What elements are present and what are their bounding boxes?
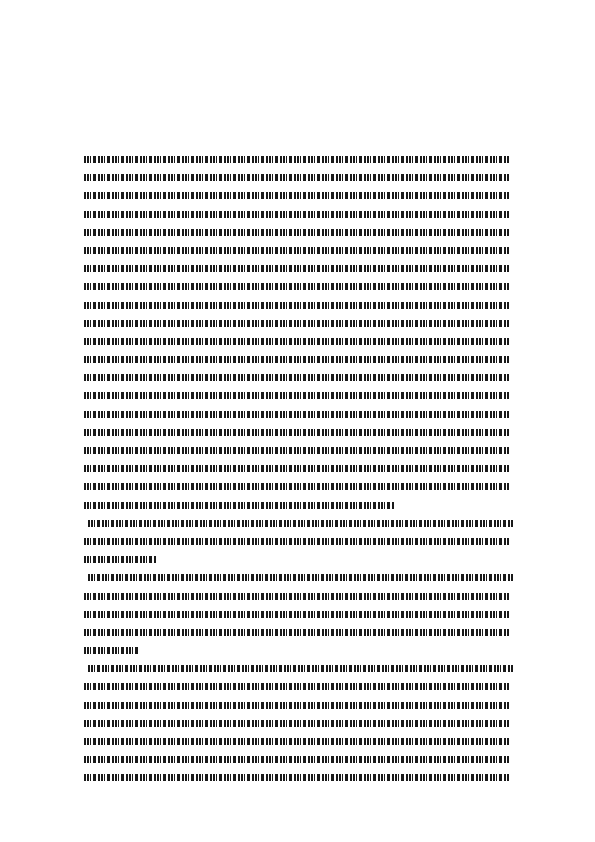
text-line [84, 369, 514, 387]
text-line [84, 533, 514, 551]
text-line [84, 715, 514, 733]
text-line [84, 588, 514, 606]
paragraph [84, 569, 514, 660]
text-line-glyphs [88, 665, 514, 672]
text-line-glyphs [84, 774, 510, 781]
text-line [84, 551, 514, 569]
paragraph [84, 151, 514, 515]
text-line [84, 624, 514, 642]
text-line-glyphs [84, 738, 510, 745]
text-line [84, 769, 514, 787]
text-line-glyphs [84, 538, 510, 545]
text-line-glyphs [84, 174, 510, 181]
text-line-glyphs [88, 520, 514, 527]
text-line-glyphs [84, 320, 510, 327]
text-line-glyphs [84, 247, 510, 254]
text-line [84, 242, 514, 260]
text-line [84, 260, 514, 278]
text-line [84, 606, 514, 624]
text-line [84, 151, 514, 169]
text-line-glyphs [84, 192, 510, 199]
text-line-glyphs [84, 447, 510, 454]
text-line [84, 642, 514, 660]
text-line-glyphs [84, 283, 510, 290]
text-line [84, 424, 514, 442]
text-line [84, 478, 514, 496]
text-line-glyphs [84, 593, 510, 600]
text-line [84, 315, 514, 333]
text-line-glyphs [84, 502, 394, 509]
text-line [84, 442, 514, 460]
text-line-glyphs [84, 756, 510, 763]
paragraph [84, 515, 514, 570]
text-line [84, 678, 514, 696]
text-line-glyphs [88, 574, 514, 581]
text-line-glyphs [84, 483, 510, 490]
text-line-glyphs [84, 156, 510, 163]
text-line [84, 569, 514, 587]
text-line-glyphs [84, 356, 510, 363]
text-line [84, 660, 514, 678]
text-line [84, 406, 514, 424]
text-line [84, 206, 514, 224]
text-line-glyphs [84, 265, 510, 272]
text-line-glyphs [84, 211, 510, 218]
text-line-glyphs [84, 429, 510, 436]
text-line [84, 460, 514, 478]
text-line [84, 351, 514, 369]
text-line-glyphs [84, 411, 510, 418]
text-line [84, 278, 514, 296]
paragraph [84, 660, 514, 787]
text-line-glyphs [84, 683, 510, 690]
text-line-glyphs [84, 374, 510, 381]
text-line-glyphs [84, 629, 510, 636]
text-line-glyphs [84, 702, 510, 709]
text-line [84, 224, 514, 242]
text-line-glyphs [84, 229, 510, 236]
text-line [84, 387, 514, 405]
text-line [84, 187, 514, 205]
text-line [84, 169, 514, 187]
text-line-glyphs [84, 392, 510, 399]
text-line [84, 697, 514, 715]
text-line-glyphs [84, 465, 510, 472]
text-line-glyphs [84, 647, 140, 654]
text-line-glyphs [84, 720, 510, 727]
text-line [84, 497, 514, 515]
text-line-glyphs [84, 338, 510, 345]
text-line [84, 515, 514, 533]
text-line [84, 297, 514, 315]
text-line [84, 733, 514, 751]
text-line-glyphs [84, 556, 157, 563]
body-text [84, 151, 514, 788]
text-line [84, 751, 514, 769]
text-line-glyphs [84, 302, 510, 309]
text-line-glyphs [84, 611, 510, 618]
text-line [84, 333, 514, 351]
